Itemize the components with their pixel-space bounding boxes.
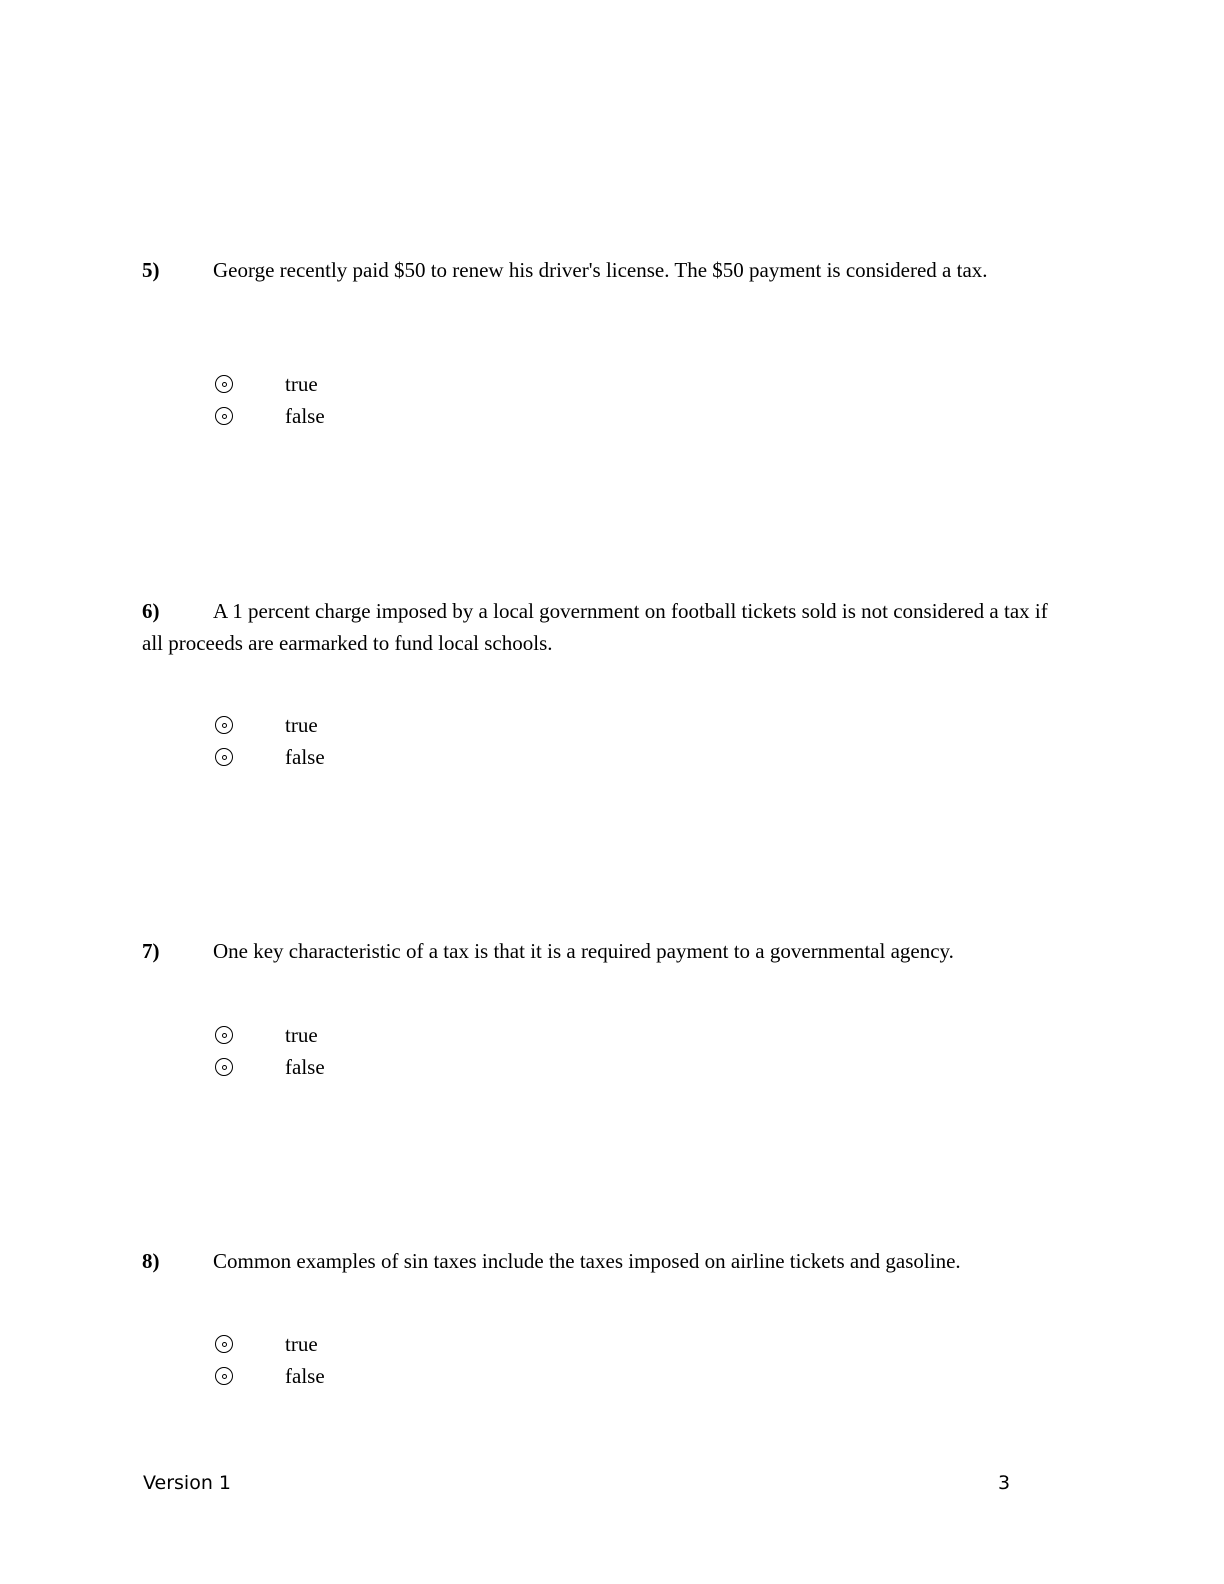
question-text: Common examples of sin taxes include the taxes imposed on airline tickets and gasoline. [213, 1249, 961, 1273]
question-number: 6) [142, 599, 160, 623]
radio-button-icon[interactable] [215, 1058, 233, 1076]
question-5 [142, 254, 1072, 286]
question-5-option-false[interactable] [215, 400, 325, 432]
footer-page-number: 3 [998, 1472, 1011, 1494]
option-label: true [285, 713, 318, 737]
question-8-option-false[interactable] [215, 1360, 325, 1392]
question-number: 7) [142, 939, 160, 963]
option-label: true [285, 1332, 318, 1356]
option-label: false [285, 745, 325, 769]
question-text: George recently paid $50 to renew his driver's license. The $50 payment is considered a tax. [213, 258, 988, 282]
question-8-option-true[interactable] [215, 1328, 318, 1360]
question-6-option-false[interactable] [215, 741, 325, 773]
radio-button-icon[interactable] [215, 1367, 233, 1385]
radio-button-icon[interactable] [215, 748, 233, 766]
question-5-option-true[interactable] [215, 368, 318, 400]
radio-button-icon[interactable] [215, 1335, 233, 1353]
radio-button-icon[interactable] [215, 716, 233, 734]
option-label: false [285, 1364, 325, 1388]
radio-button-icon[interactable] [215, 1026, 233, 1044]
question-number: 5) [142, 258, 160, 282]
radio-button-icon[interactable] [215, 375, 233, 393]
question-7 [142, 935, 1072, 967]
radio-button-icon[interactable] [215, 407, 233, 425]
question-7-option-false[interactable] [215, 1051, 325, 1083]
option-label: false [285, 1055, 325, 1079]
question-text: A 1 percent charge imposed by a local government on football tickets sold is not considered a tax if all proceeds are earmarked to fund local schools. [142, 599, 1048, 655]
question-6-option-true[interactable] [215, 709, 318, 741]
option-label: true [285, 1023, 318, 1047]
option-label: true [285, 372, 318, 396]
question-7-option-true[interactable] [215, 1019, 318, 1051]
question-number: 8) [142, 1249, 160, 1273]
footer-version: Version 1 [143, 1472, 231, 1494]
option-label: false [285, 404, 325, 428]
question-text: One key characteristic of a tax is that it is a required payment to a governmental agency. [213, 939, 954, 963]
question-8 [142, 1245, 1072, 1277]
question-6 [142, 595, 1072, 659]
